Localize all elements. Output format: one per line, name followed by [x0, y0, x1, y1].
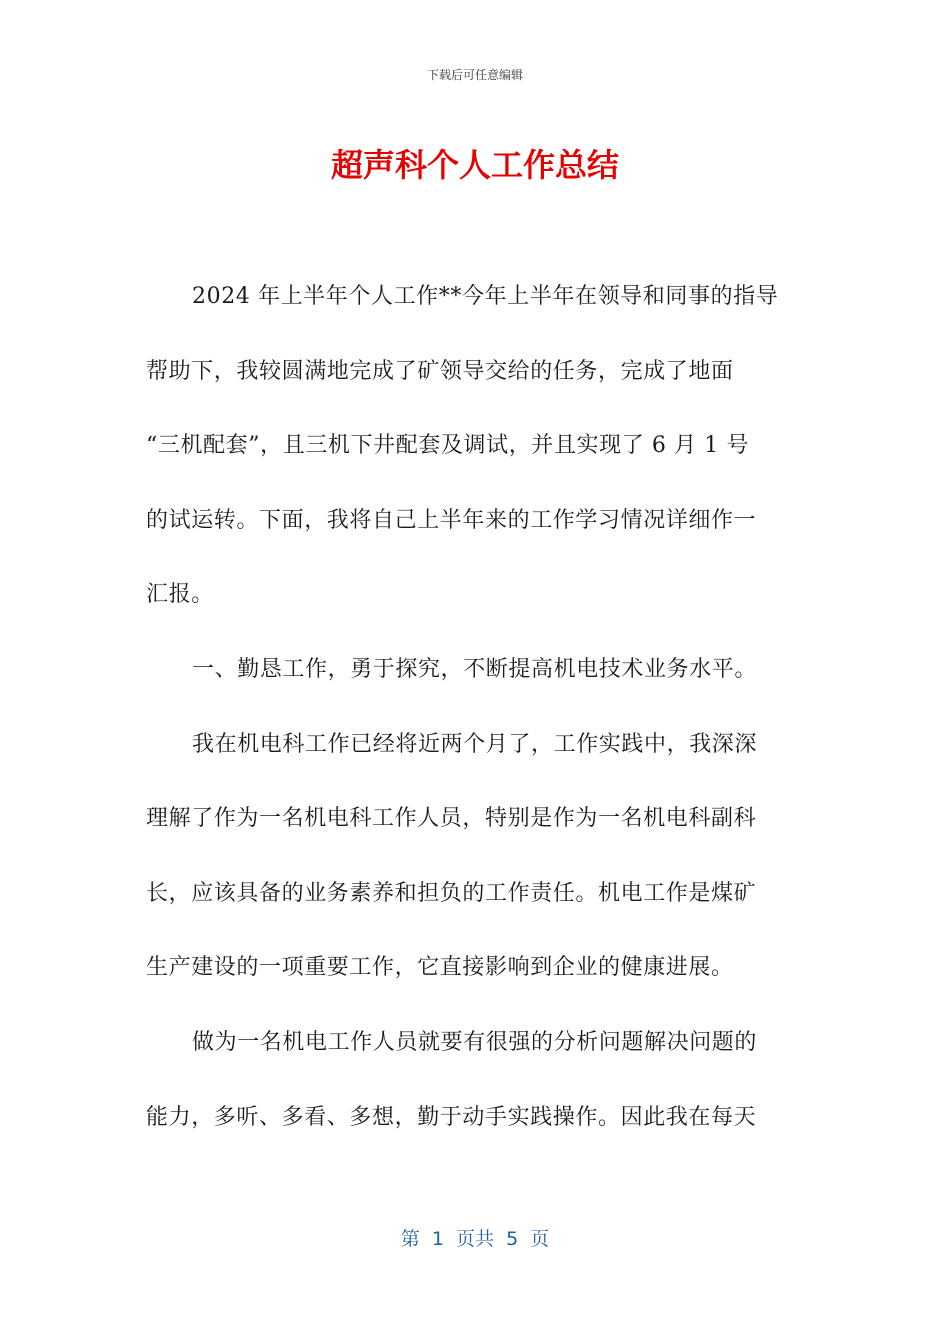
body-line: 一、勤恳工作，勇于探究，不断提高机电技术业务水平。 [192, 656, 758, 682]
body-line: 能力，多听、多看、多想，勤于动手实践操作。因此我在每天 [146, 1104, 757, 1130]
body-line: 的试运转。下面，我将自己上半年来的工作学习情况详细作一 [146, 507, 757, 533]
page-footer: 第 1 页共 5 页 [400, 1228, 550, 1250]
body-line: 帮助下，我较圆满地完成了矿领导交给的任务，完成了地面 [146, 358, 734, 384]
document-title: 超声科个人工作总结 [330, 146, 619, 184]
body-line: 汇报。 [146, 582, 214, 608]
body-line: 长，应该具备的业务素养和担负的工作责任。机电工作是煤矿 [146, 880, 757, 906]
body-line: “三机配套”，且三机下井配套及调试，并且实现了 6 月 1 号 [146, 433, 750, 459]
body-line: 2024 年上半年个人工作**今年上半年在领导和同事的指导 [192, 284, 779, 309]
body-line: 生产建设的一项重要工作，它直接影响到企业的健康进展。 [146, 955, 734, 981]
body-line: 理解了作为一名机电科工作人员，特别是作为一名机电科副科 [146, 806, 757, 832]
body-line: 做为一名机电工作人员就要有很强的分析问题解决问题的 [192, 1029, 758, 1055]
body-line: 我在机电科工作已经将近两个月了，工作实践中，我深深 [192, 731, 758, 757]
header-note: 下载后可任意编辑 [426, 68, 523, 82]
document-body [146, 260, 798, 1155]
